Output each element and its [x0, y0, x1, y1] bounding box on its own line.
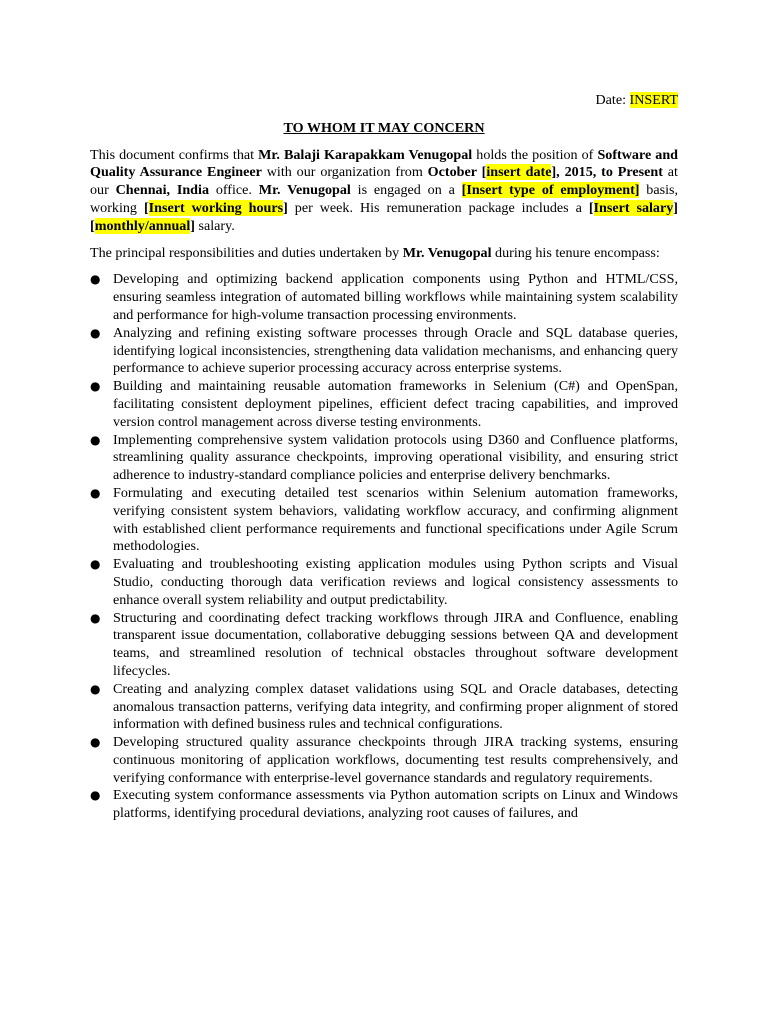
duties-intro-paragraph [90, 245, 678, 263]
list-item [90, 787, 678, 823]
bullet-icon: ● [90, 610, 101, 625]
duty-text: Evaluating and troubleshooting existing application modules using Python scripts and Visual Studio, conducting thorough data verification reviews and logical consistency assessments to enhance overall system reliability and output predictability. [113, 556, 678, 608]
working-hours-bracket-close: ] [283, 199, 288, 216]
intro-text-3: with our organization from [261, 164, 428, 181]
bullet-icon: ● [90, 735, 101, 750]
intro-text-7: basis, working [90, 182, 678, 216]
salary-period-bracket-close: ] [190, 217, 195, 234]
duty-text: Executing system conformance assessments via Python automation scripts on Linux and Windows platforms, identifying procedural deviations, analyzing root causes of failures, and [113, 787, 678, 822]
bullet-icon: ● [90, 272, 101, 287]
intro-text-4: at our [90, 164, 678, 199]
salary-bracket-close: ] [673, 199, 678, 216]
bullet-icon: ● [90, 681, 101, 696]
bullet-icon: ● [90, 432, 101, 447]
list-item [90, 378, 678, 431]
bullet-icon: ● [90, 557, 101, 572]
date-label: Date: [595, 92, 630, 108]
duty-text: Structuring and coordinating defect tracking workflows through JIRA and Confluence, enabling transparent issue documentation, collaborative debugging sessions between QA and development teams, and streamlined resolution of technical obstacles throughout software development lifecycles. [113, 609, 678, 679]
intro-text-2: holds the position of [472, 146, 598, 163]
employee-short-name: Mr. Venugopal [258, 182, 351, 199]
working-hours [144, 200, 288, 216]
salary [589, 200, 678, 216]
bullet-icon: ● [90, 485, 101, 500]
date-line [90, 92, 678, 110]
intro-text-10: salary. [194, 217, 235, 234]
date-placeholder: INSERT [629, 92, 678, 108]
duty-text: Formulating and executing detailed test scenarios within Selenium automation frameworks, verifying consistent system behaviors, validating workflow accuracy, and confirming alignment with established client performance requirements and functional specifications under Agile Scrum methodologies. [113, 484, 678, 555]
list-item [90, 610, 678, 681]
list-item [90, 734, 678, 787]
duty-text: Creating and analyzing complex dataset validations using SQL and Oracle databases, detecting anomalous transaction patterns, verifying data integrity, and confirming proper alignment of stored information with defined business rules and technical configurations. [113, 680, 678, 733]
list-item [90, 485, 678, 556]
job-position: Software and Quality Assurance Engineer [90, 146, 678, 181]
list-item [90, 556, 678, 609]
list-item [90, 681, 678, 734]
bullet-icon: ● [90, 379, 101, 394]
salary-period [90, 218, 195, 234]
employee-short-name-2: Mr. Venugopal [402, 244, 492, 261]
bullet-icon: ● [90, 325, 101, 340]
letter-heading: TO WHOM IT MAY CONCERN [283, 119, 485, 136]
salary-period-placeholder: monthly/annual [94, 217, 191, 234]
duty-text: Developing and optimizing backend application components using Python and HTML/CSS, ensuring seamless integration of automated billing workflows while maintaining system scalability and performance for high-volume transaction processing environments. [113, 271, 678, 323]
intro-text-1: This document confirms that [90, 146, 259, 163]
working-hours-placeholder: Insert working hours [148, 199, 284, 216]
employee-name: Mr. Balaji Karapakkam Venugopal [258, 146, 473, 163]
office-location: Chennai, India [115, 182, 209, 199]
intro-text-6: is engaged on a [350, 182, 462, 199]
list-item [90, 271, 678, 324]
salary-placeholder: Insert salary [593, 199, 674, 216]
intro-text-8: per week. His remuneration package includes a [287, 199, 589, 216]
employment-type-placeholder: [Insert type of employment] [461, 182, 640, 199]
duty-text: Implementing comprehensive system validation protocols using D360 and Confluence platforms, streamlining quality assurance checkpoints, improving operational visibility, and ensuring strict adherence to industry-standard compliance policies and enterprise delivery benchmarks. [113, 431, 678, 484]
intro-text-5: office. [209, 182, 259, 199]
duty-text: Developing structured quality assurance checkpoints through JIRA tracking systems, ensuring continuous monitoring of application workflows, documenting test results comprehensively, and verifying conformance with enterprise-level governance standards and regulatory requirements. [113, 734, 678, 786]
working-hours-bracket-open: [ [143, 199, 149, 216]
start-date-placeholder: insert date [486, 164, 552, 181]
start-month: October [ [427, 164, 487, 181]
start-date [428, 164, 663, 180]
duties-intro-text-1: The principal responsibilities and duties undertaken by [90, 244, 403, 261]
duty-text: Analyzing and refining existing software processes through Oracle and SQL database queries, identifying logical inconsistencies, strengthening data validation mechanisms, and enhancing query performance to achieve superior processing accuracy across enterprise systems. [113, 324, 678, 377]
salary-bracket-open: [ [588, 199, 594, 216]
duties-intro-text-2: during his tenure encompass: [491, 244, 660, 261]
bullet-icon: ● [90, 788, 101, 803]
salary-period-bracket-open: [ [90, 217, 95, 234]
start-year-to-present: ], 2015, to Present [551, 164, 663, 181]
list-item [90, 325, 678, 378]
duty-text: Building and maintaining reusable automation frameworks in Selenium (C#) and OpenSpan, facilitating consistent deployment pipelines, efficient defect tracing capabilities, and improved version control management across diverse testing environments. [113, 378, 678, 430]
list-item [90, 432, 678, 485]
duties-list [90, 271, 678, 823]
intro-paragraph [90, 147, 678, 236]
